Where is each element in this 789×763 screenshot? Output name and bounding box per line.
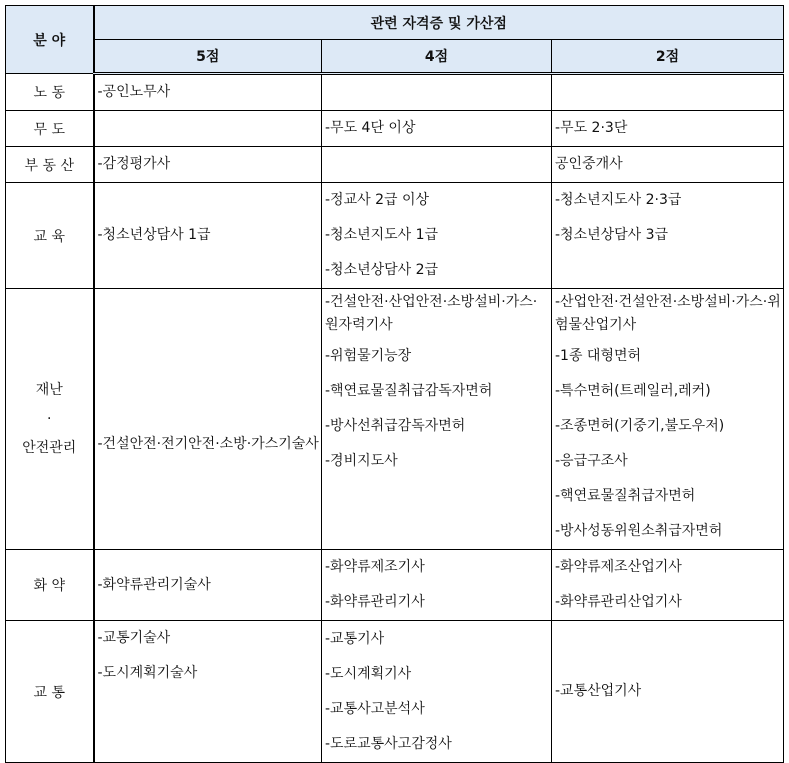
certification-item: -방사성동위원소취급자면허 [555, 523, 723, 539]
points-4-cell [322, 147, 552, 183]
header-row-points [6, 40, 784, 74]
certification-item: -도시계획기사 [325, 665, 412, 682]
certification-item: -교통사고분석사 [325, 700, 425, 717]
table-row-labor [6, 74, 784, 111]
field-label-line: 안전관리 [22, 440, 77, 456]
certification-item: -건설안전·산업안전·소방설비·가스·원자력기사 [325, 294, 538, 333]
points-2-cell [552, 183, 784, 289]
points-5-cell [94, 74, 322, 111]
points-2-cell [552, 147, 784, 183]
field-cell: 부 동 산 [6, 147, 94, 183]
points-4-cell [322, 111, 552, 147]
certification-item: -감정평가사 [97, 156, 171, 172]
points-2-cell [552, 289, 784, 550]
table-row-transport [6, 621, 784, 763]
points-5-cell [94, 147, 322, 183]
certification-item: -도로교통사고감정사 [325, 735, 452, 752]
points-5-cell [94, 289, 322, 550]
points-2-header: 2점 [552, 40, 784, 74]
certification-item: -정교사 2급 이상 [325, 192, 430, 208]
points-4-cell [322, 550, 552, 621]
certification-item: -청소년상담사 1급 [97, 227, 211, 243]
table-row-disaster-safety [6, 289, 784, 550]
certification-table [5, 5, 784, 763]
field-header: 분 야 [6, 6, 94, 74]
certification-item: -교통기사 [325, 630, 385, 647]
points-5-cell [94, 183, 322, 289]
certification-item: -화약류관리산업기사 [555, 594, 682, 610]
points-5-cell [94, 111, 322, 147]
table-row-explosives [6, 550, 784, 621]
certification-item: -경비지도사 [325, 453, 398, 469]
field-cell: 화 약 [6, 550, 94, 621]
certification-item: -1종 대형면허 [555, 348, 642, 364]
points-4-cell [322, 621, 552, 763]
field-cell: 무 도 [6, 111, 94, 147]
table-row-education [6, 183, 784, 289]
certification-item: -청소년지도사 2·3급 [555, 192, 682, 208]
header-row-top [6, 6, 784, 40]
points-4-cell [322, 289, 552, 550]
certification-item: -조종면허(기중기,불도우저) [555, 418, 725, 434]
certification-item: -산업안전·건설안전·소방설비·가스·위험물산업기사 [555, 294, 781, 333]
certification-item: -교통산업기사 [555, 683, 642, 699]
points-2-cell [552, 111, 784, 147]
table-row-real-estate [6, 147, 784, 183]
certification-item: -핵연료물질취급자면허 [555, 488, 696, 504]
certification-item: -응급구조사 [555, 453, 628, 469]
certification-item: -특수면허(트레일러,레커) [555, 383, 711, 399]
field-label-line: · [47, 411, 52, 427]
certification-item: -무도 4단 이상 [325, 120, 416, 136]
certification-item: -교통기술사 [97, 630, 171, 646]
certification-item: -방사선취급감독자면허 [325, 418, 466, 434]
certification-item: -화약류관리기사 [325, 594, 425, 610]
certification-group-header: 관련 자격증 및 가산점 [94, 6, 784, 40]
field-label-line: 재난 [35, 382, 63, 398]
certification-item: -공인노무사 [97, 84, 171, 100]
certification-item: -청소년상담사 2급 [325, 262, 439, 278]
field-cell: 교 육 [6, 183, 94, 289]
points-4-cell [322, 74, 552, 111]
certification-item: -위험물기능장 [325, 348, 412, 364]
certification-item: -화약류제조산업기사 [555, 559, 682, 575]
field-cell: 노 동 [6, 74, 94, 111]
points-2-cell [552, 621, 784, 763]
points-2-cell [552, 550, 784, 621]
certification-item: 공인중개사 [555, 156, 623, 172]
field-cell: 교 통 [6, 621, 94, 763]
certification-item: -화약류제조기사 [325, 559, 425, 575]
certification-item: -도시계획기술사 [97, 665, 198, 681]
table-row-martial-arts [6, 111, 784, 147]
points-5-cell [94, 550, 322, 621]
points-5-cell [94, 621, 322, 763]
points-2-cell [552, 74, 784, 111]
certification-item: -건설안전·전기안전·소방·가스기술사 [97, 435, 319, 452]
certification-item: -무도 2·3단 [555, 120, 628, 136]
points-4-cell [322, 183, 552, 289]
points-5-header: 5점 [94, 40, 322, 74]
certification-item: -핵연료물질취급감독자면허 [325, 383, 493, 399]
certification-item: -화약류관리기술사 [97, 576, 211, 593]
certification-item: -청소년지도사 1급 [325, 227, 439, 243]
certification-item: -청소년상담사 3급 [555, 227, 669, 243]
field-cell [6, 289, 94, 550]
points-4-header: 4점 [322, 40, 552, 74]
